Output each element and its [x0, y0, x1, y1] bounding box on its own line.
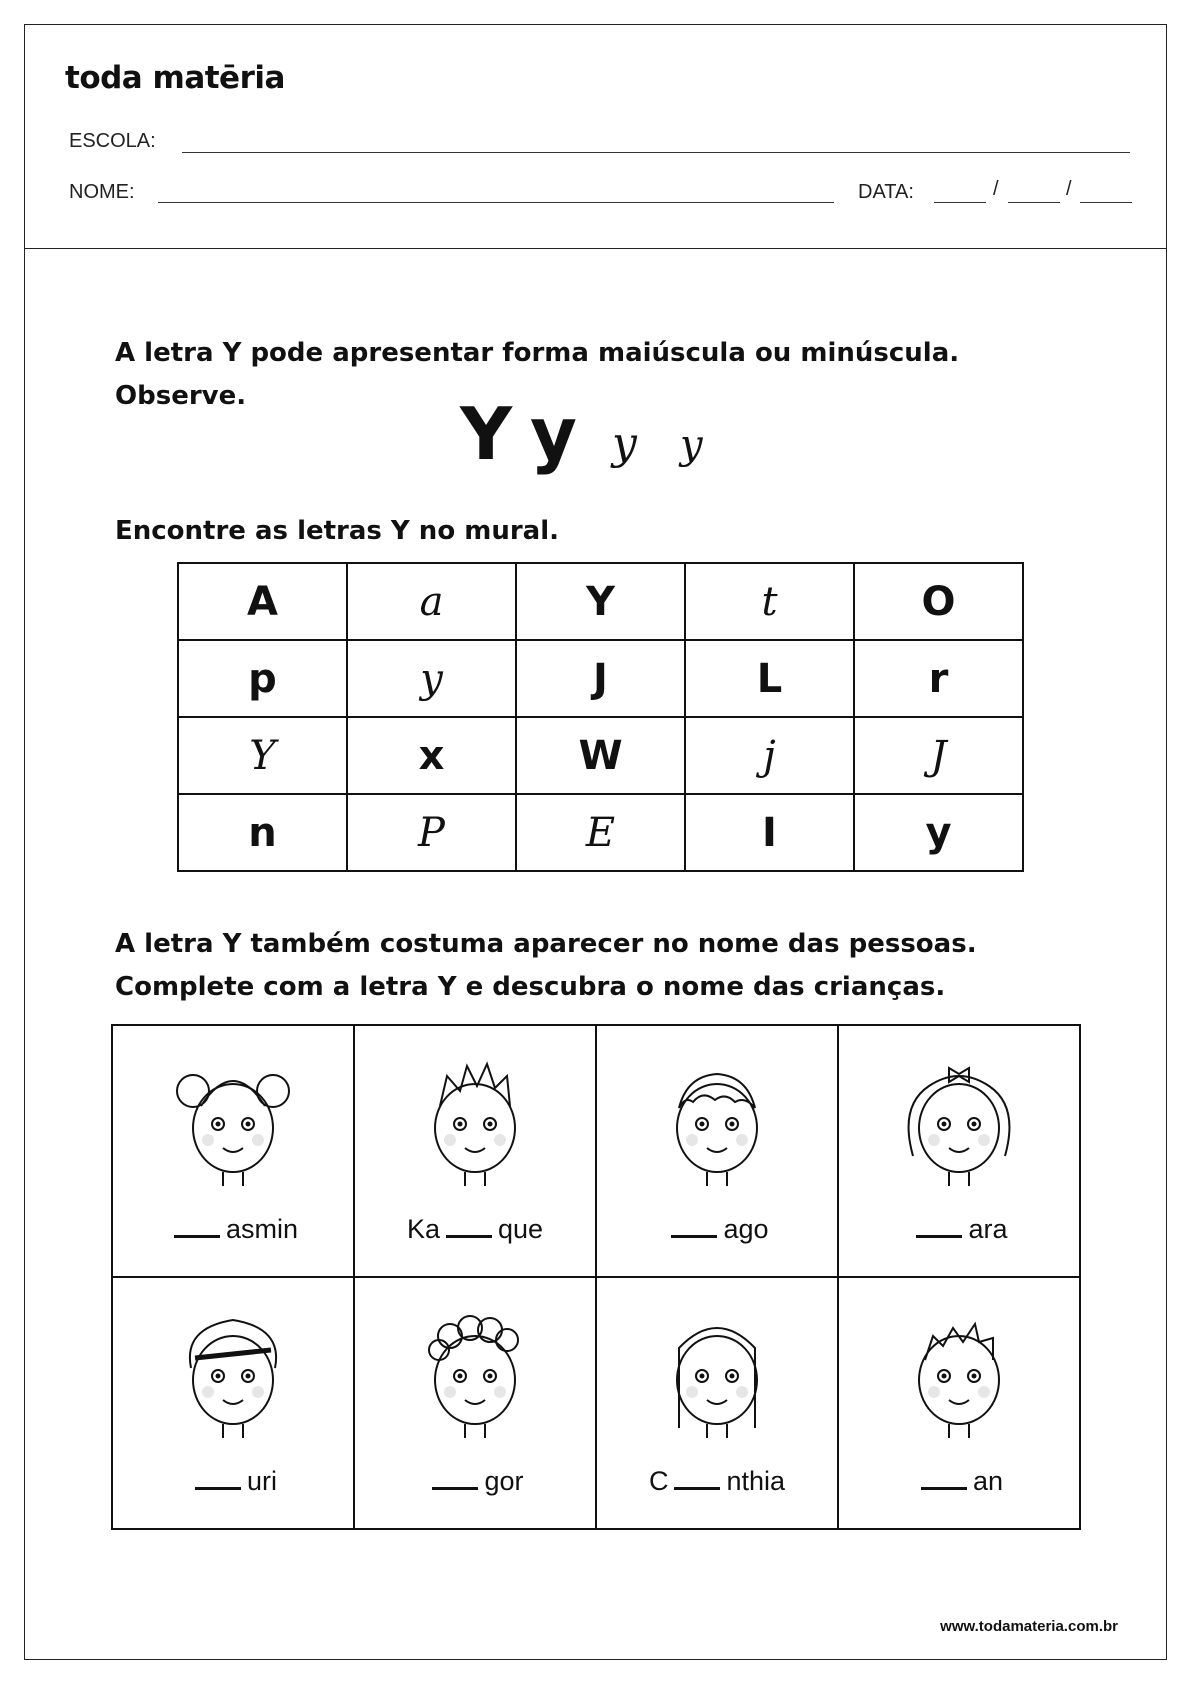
- mural-row: [178, 794, 1023, 871]
- child-name: [113, 1466, 353, 1497]
- mural-cell[interactable]: a: [347, 563, 516, 640]
- child-face-icon: [173, 1298, 293, 1448]
- letter-blank[interactable]: [671, 1217, 717, 1238]
- child-face-icon: [415, 1046, 535, 1196]
- child-name: [839, 1214, 1079, 1245]
- section1-line2: Observe.: [115, 381, 247, 411]
- mural-cell[interactable]: y: [347, 640, 516, 717]
- name-prefix: Ka: [406, 1214, 440, 1244]
- mural-row: [178, 717, 1023, 794]
- date-separator: /: [993, 178, 999, 200]
- child-name: [839, 1466, 1079, 1497]
- letter-blank[interactable]: [916, 1217, 962, 1238]
- names-row: [112, 1025, 1080, 1277]
- section2-title: Encontre as letras Y no mural.: [115, 516, 559, 546]
- mural-cell[interactable]: Y: [516, 563, 685, 640]
- child-card: [112, 1025, 354, 1277]
- child-face-icon: [899, 1298, 1019, 1448]
- mural-cell[interactable]: p: [178, 640, 347, 717]
- school-line[interactable]: [182, 152, 1130, 153]
- mural-cell[interactable]: j: [685, 717, 854, 794]
- name-suffix: nthia: [726, 1466, 786, 1496]
- date-separator: /: [1066, 178, 1072, 200]
- child-card: [112, 1277, 354, 1529]
- date-month-line[interactable]: [1008, 202, 1060, 203]
- date-label: DATA:: [858, 181, 914, 203]
- header-divider: [24, 248, 1167, 249]
- child-card: [354, 1277, 596, 1529]
- mural-cell[interactable]: J: [854, 717, 1023, 794]
- mural-cell[interactable]: A: [178, 563, 347, 640]
- date-day-line[interactable]: [934, 202, 986, 203]
- mural-cell[interactable]: W: [516, 717, 685, 794]
- letter-blank[interactable]: [921, 1469, 967, 1490]
- mural-cell[interactable]: r: [854, 640, 1023, 717]
- name-suffix: que: [497, 1214, 544, 1244]
- child-face-icon: [657, 1046, 777, 1196]
- mural-cell[interactable]: Y: [178, 717, 347, 794]
- child-card: [838, 1025, 1080, 1277]
- child-face-icon: [415, 1298, 535, 1448]
- child-face-icon: [657, 1298, 777, 1448]
- name-suffix: ago: [723, 1214, 769, 1244]
- names-row: [112, 1277, 1080, 1529]
- print-uppercase-y: Y: [460, 392, 513, 476]
- mural-cell[interactable]: y: [854, 794, 1023, 871]
- child-card: [354, 1025, 596, 1277]
- child-card: [596, 1025, 838, 1277]
- child-name: [597, 1466, 837, 1497]
- child-card: [838, 1277, 1080, 1529]
- mural-cell[interactable]: J: [516, 640, 685, 717]
- children-names-grid: [111, 1024, 1081, 1530]
- mural-cell[interactable]: O: [854, 563, 1023, 640]
- section3-line1: A letra Y também costuma aparecer no nome das pessoas.: [115, 929, 977, 959]
- mural-cell[interactable]: E: [516, 794, 685, 871]
- school-label: ESCOLA:: [69, 130, 156, 152]
- child-name: [355, 1466, 595, 1497]
- print-lowercase-y: y: [530, 392, 577, 476]
- mural-row: [178, 640, 1023, 717]
- mural-cell[interactable]: L: [685, 640, 854, 717]
- mural-row: [178, 563, 1023, 640]
- letter-blank[interactable]: [446, 1217, 492, 1238]
- mural-cell[interactable]: n: [178, 794, 347, 871]
- letter-blank[interactable]: [195, 1469, 241, 1490]
- mural-cell[interactable]: P: [347, 794, 516, 871]
- name-suffix: gor: [484, 1466, 524, 1496]
- date-year-line[interactable]: [1080, 202, 1132, 203]
- child-card: [596, 1277, 838, 1529]
- cursive-uppercase-y: y: [612, 418, 637, 469]
- letter-blank[interactable]: [674, 1469, 720, 1490]
- mural-cell[interactable]: x: [347, 717, 516, 794]
- letter-mural-grid: [177, 562, 1024, 872]
- name-label: NOME:: [69, 181, 135, 203]
- child-name: [597, 1214, 837, 1245]
- name-suffix: uri: [246, 1466, 277, 1496]
- child-name: [355, 1214, 595, 1245]
- name-suffix: asmin: [225, 1214, 299, 1244]
- brand-logo: toda matēria: [65, 60, 285, 96]
- letter-blank[interactable]: [174, 1217, 220, 1238]
- child-name: [113, 1214, 353, 1245]
- letter-blank[interactable]: [432, 1469, 478, 1490]
- cursive-lowercase-y: y: [680, 422, 703, 468]
- mural-cell[interactable]: I: [685, 794, 854, 871]
- name-suffix: an: [972, 1466, 1004, 1496]
- name-line[interactable]: [158, 202, 834, 203]
- name-prefix: C: [648, 1466, 669, 1496]
- name-suffix: ara: [968, 1214, 1008, 1244]
- child-face-icon: [173, 1046, 293, 1196]
- section1-line1: A letra Y pode apresentar forma maiúscula ou minúscula.: [115, 338, 960, 368]
- child-face-icon: [899, 1046, 1019, 1196]
- section3-line2: Complete com a letra Y e descubra o nome das crianças.: [115, 972, 946, 1002]
- footer-url: www.todamateria.com.br: [940, 1618, 1118, 1635]
- mural-cell[interactable]: t: [685, 563, 854, 640]
